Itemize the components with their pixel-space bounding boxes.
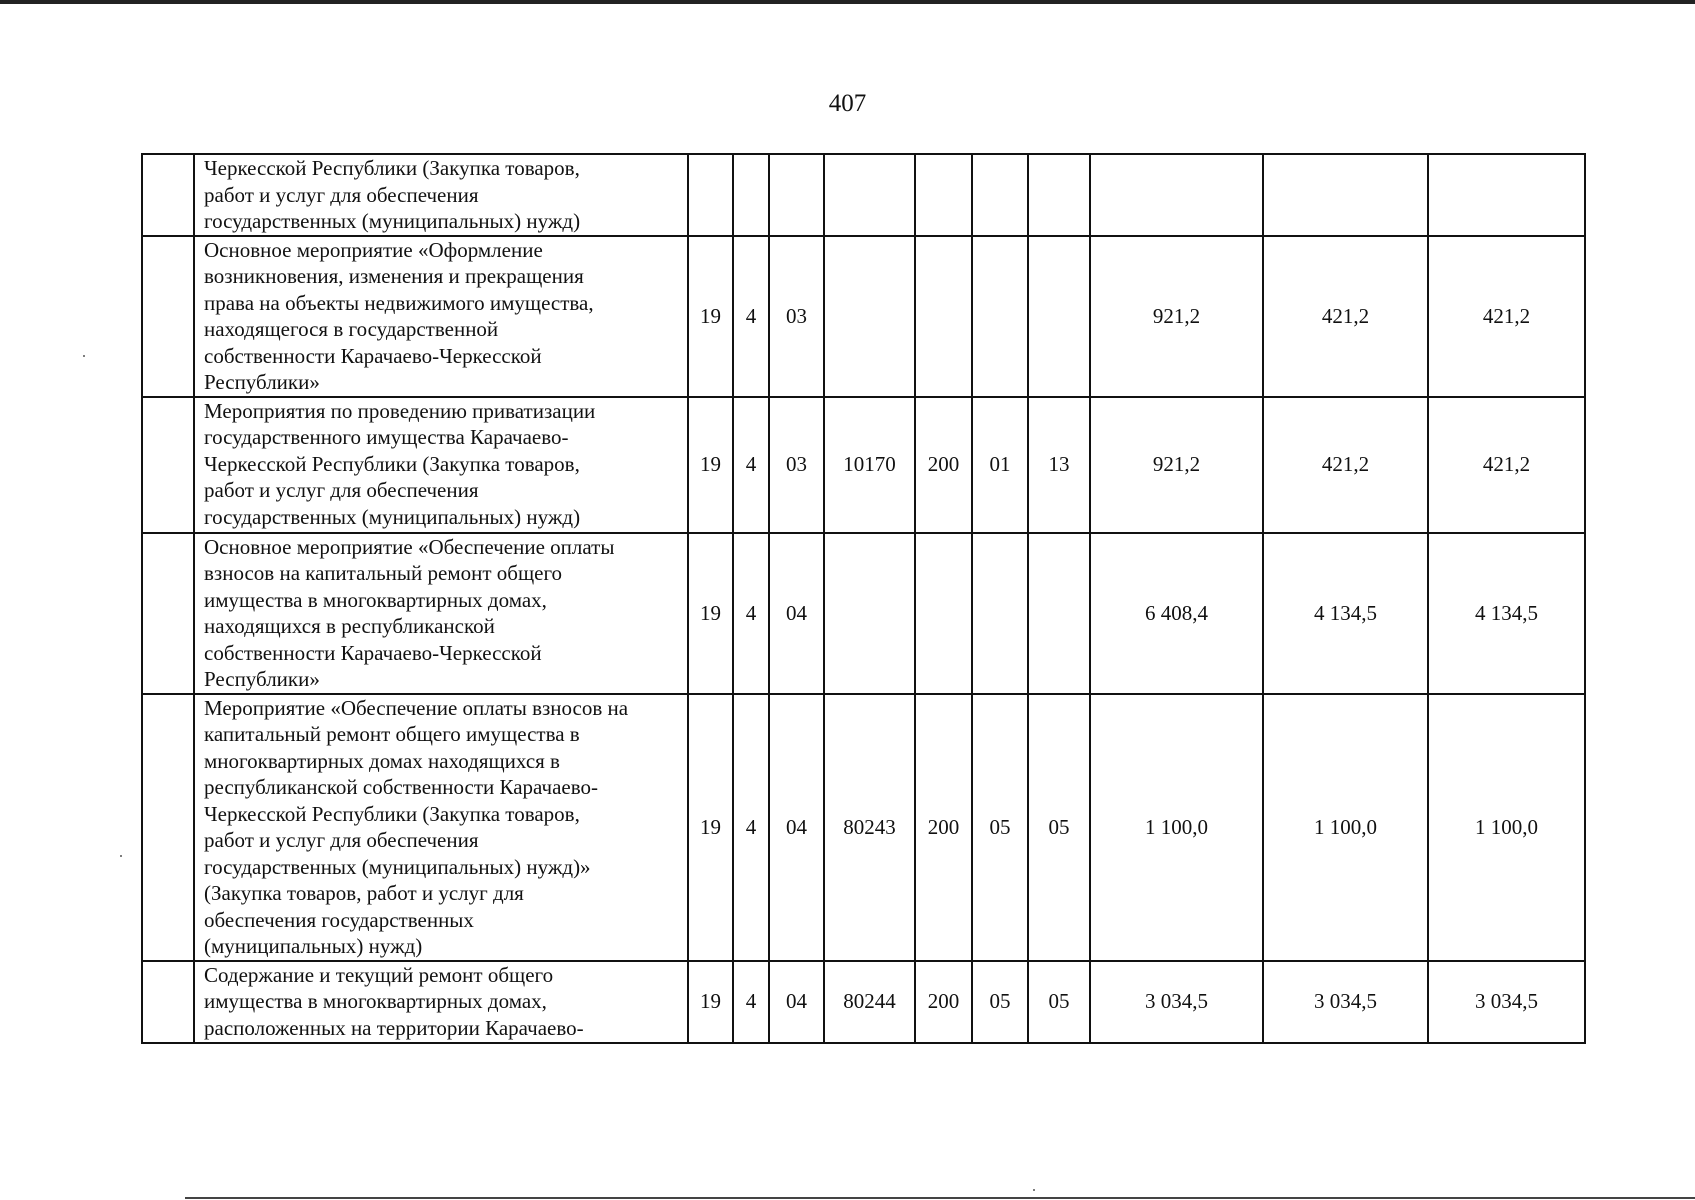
code-subsection-cell [1028, 533, 1090, 694]
page-bottom-rule [185, 1197, 1695, 1199]
code-subprogram-cell: 4 [733, 397, 769, 533]
code-ministry-cell [688, 154, 733, 236]
code-subsection-cell: 05 [1028, 694, 1090, 961]
table-row [142, 154, 1585, 236]
code-expense-type-cell [915, 533, 972, 694]
code-expense-type-cell: 200 [915, 961, 972, 1043]
code-section-cell: 01 [972, 397, 1028, 533]
table-row [142, 533, 1585, 694]
code-direction-cell [824, 236, 915, 397]
page-number: 407 [828, 90, 867, 117]
code-expense-type-cell: 200 [915, 694, 972, 961]
code-event-cell: 04 [769, 533, 824, 694]
code-section-cell: 05 [972, 961, 1028, 1043]
code-expense-type-cell [915, 154, 972, 236]
scan-speck [1033, 1189, 1035, 1191]
row-number-cell [142, 533, 194, 694]
row-number-cell [142, 397, 194, 533]
code-expense-type-cell [915, 236, 972, 397]
row-number-cell [142, 694, 194, 961]
table-row [142, 397, 1585, 533]
amount-year1-cell: 6 408,4 [1090, 533, 1263, 694]
amount-year1-cell: 3 034,5 [1090, 961, 1263, 1043]
code-subprogram-cell: 4 [733, 694, 769, 961]
code-direction-cell: 10170 [824, 397, 915, 533]
amount-year2-cell: 421,2 [1263, 397, 1428, 533]
code-expense-type-cell: 200 [915, 397, 972, 533]
page-top-border [0, 0, 1695, 4]
amount-year1-cell: 921,2 [1090, 236, 1263, 397]
code-event-cell [769, 154, 824, 236]
code-event-cell: 04 [769, 694, 824, 961]
code-ministry-cell: 19 [688, 236, 733, 397]
code-subprogram-cell: 4 [733, 236, 769, 397]
description-cell: Содержание и текущий ремонт общего имущества в многоквартирных домах, расположенных на территории Карачаево- [194, 961, 688, 1043]
table-row [142, 236, 1585, 397]
code-subsection-cell [1028, 236, 1090, 397]
code-direction-cell [824, 533, 915, 694]
description-cell: Основное мероприятие «Оформление возникновения, изменения и прекращения права на объекты недвижимого имущества, находящегося в государственной собственности Карачаево-Черкесской Республики» [194, 236, 688, 397]
amount-year2-cell [1263, 154, 1428, 236]
table-row [142, 961, 1585, 1043]
code-subsection-cell: 05 [1028, 961, 1090, 1043]
code-subprogram-cell [733, 154, 769, 236]
code-event-cell: 03 [769, 397, 824, 533]
amount-year3-cell: 1 100,0 [1428, 694, 1585, 961]
code-section-cell [972, 533, 1028, 694]
code-subprogram-cell: 4 [733, 533, 769, 694]
code-direction-cell: 80244 [824, 961, 915, 1043]
amount-year3-cell [1428, 154, 1585, 236]
description-cell: Черкесской Республики (Закупка товаров, работ и услуг для обеспечения государственных (муниципальных) нужд) [194, 154, 688, 236]
budget-table [141, 153, 1586, 1044]
table-row [142, 694, 1585, 961]
code-subsection-cell: 13 [1028, 397, 1090, 533]
table-body [142, 154, 1585, 1043]
amount-year2-cell: 3 034,5 [1263, 961, 1428, 1043]
amount-year1-cell [1090, 154, 1263, 236]
code-subsection-cell [1028, 154, 1090, 236]
code-ministry-cell: 19 [688, 397, 733, 533]
description-cell: Основное мероприятие «Обеспечение оплаты взносов на капитальный ремонт общего имущества в многоквартирных домах, находящихся в республиканской собственности Карачаево-Черкесской Республики» [194, 533, 688, 694]
row-number-cell [142, 236, 194, 397]
scan-speck [83, 355, 85, 357]
code-direction-cell [824, 154, 915, 236]
amount-year2-cell: 4 134,5 [1263, 533, 1428, 694]
code-ministry-cell: 19 [688, 694, 733, 961]
code-ministry-cell: 19 [688, 533, 733, 694]
amount-year3-cell: 421,2 [1428, 397, 1585, 533]
amount-year3-cell: 4 134,5 [1428, 533, 1585, 694]
amount-year1-cell: 1 100,0 [1090, 694, 1263, 961]
code-section-cell [972, 236, 1028, 397]
code-event-cell: 03 [769, 236, 824, 397]
code-section-cell: 05 [972, 694, 1028, 961]
code-section-cell [972, 154, 1028, 236]
code-direction-cell: 80243 [824, 694, 915, 961]
code-event-cell: 04 [769, 961, 824, 1043]
code-ministry-cell: 19 [688, 961, 733, 1043]
row-number-cell [142, 961, 194, 1043]
code-subprogram-cell: 4 [733, 961, 769, 1043]
scan-speck [120, 855, 122, 857]
amount-year3-cell: 421,2 [1428, 236, 1585, 397]
amount-year3-cell: 3 034,5 [1428, 961, 1585, 1043]
description-cell: Мероприятие «Обеспечение оплаты взносов на капитальный ремонт общего имущества в многоквартирных домах находящихся в республиканской собственности Карачаево- Черкесской Республики (Закупка товаров, работ и услуг для обеспечения государственных (муниципальных) нужд)» (Закупка товаров, работ и услуг для обеспечения государственных (муниципальных) нужд) [194, 694, 688, 961]
amount-year2-cell: 421,2 [1263, 236, 1428, 397]
amount-year1-cell: 921,2 [1090, 397, 1263, 533]
amount-year2-cell: 1 100,0 [1263, 694, 1428, 961]
row-number-cell [142, 154, 194, 236]
description-cell: Мероприятия по проведению приватизации государственного имущества Карачаево- Черкесской Республики (Закупка товаров, работ и услуг для обеспечения государственных (муниципальных) нужд) [194, 397, 688, 533]
